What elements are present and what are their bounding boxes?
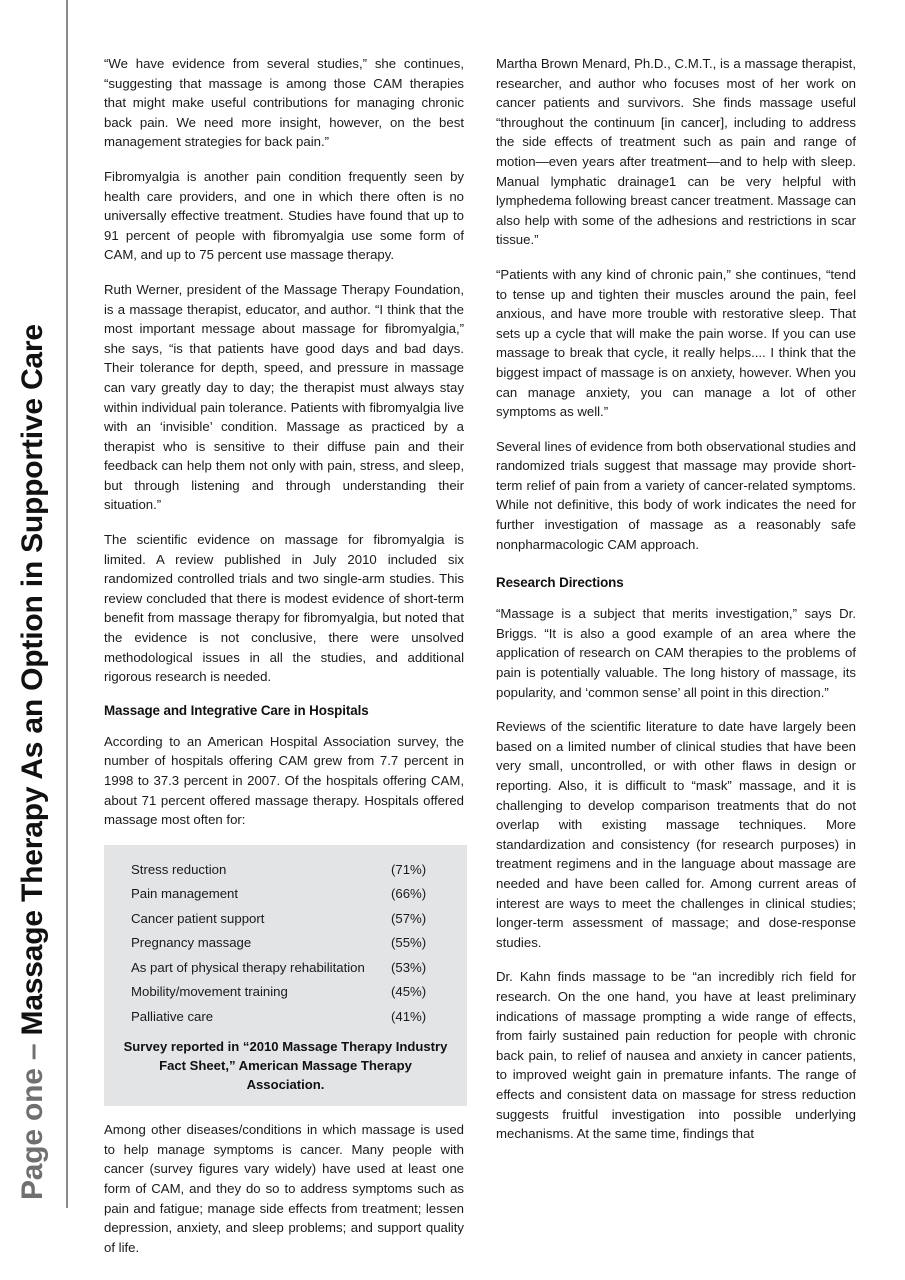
paragraph: Martha Brown Menard, Ph.D., C.M.T., is a massage therapist, researcher, and author who focuses most of her work on cancer patients and survivors. She finds massage useful “throughout the continuum [in cancer], including to address the side effects of treatment such as pain and range of motion—even years after treatment—and to help with sleep. Manual lymphatic drainage1 can be very helpful with lymphedema following breast cancer treatment. Massage can also help with some of the adhesions and restrictions in scar tissue.” (496, 56, 856, 248)
survey-value: (55%) (391, 935, 427, 951)
paragraph: “Patients with any kind of chronic pain,” she continues, “tend to tense up and tighten their muscles around the pain, feel anxious, and have more trouble with restorative sleep. That sets up a cycle that will make the pain worse. If you can use massage to break that cycle, it really helps.... I think that the biggest impact of massage is on anxiety, however. When you can manage anxiety, you can manage a lot of other symptoms as well.” (496, 266, 856, 420)
paragraph: Among other diseases/conditions in which massage is used to help manage symptoms is cancer. Many people with cancer (survey figures vary widely) have used at least one form of CAM, and they do so to address symptoms such as pain and fatigue; manage side effects from treatment; lessen depression, anxiety, and sleep problems; and support quality of life. (104, 1122, 464, 1255)
paragraph: According to an American Hospital Association survey, the number of hospitals offering CAM grew from 7.7 percent in 1998 to 37.3 percent in 2007. Of the hospitals offering CAM, about 71 percent offered massage therapy. Hospitals offered massage most often for: (104, 733, 464, 828)
survey-value: (45%) (391, 984, 427, 1000)
table-row (118, 858, 453, 883)
paragraph: Reviews of the scientific literature to date have largely been based on a limited number of clinical studies that have been very small, uncontrolled, or with other flaws in design or reporting. Also, it is difficult to “mask” massage, and it is challenging to develop comparison treatments that do not overlap with existing massage techniques. More standardization and consistency (for research purposes) in treatment regimens and in the language about massage are needed and have been called for. Among current areas of interest are ways to meet the challenges in clinical studies; longer-term assessment of massage; and dose-response studies. (496, 719, 856, 950)
table-row (118, 907, 453, 932)
survey-results-box (104, 845, 467, 1107)
left-column (104, 54, 464, 1257)
survey-label: As part of physical therapy rehabilitation (131, 959, 365, 975)
survey-label: Pregnancy massage (131, 935, 252, 951)
paragraph: “Massage is a subject that merits investigation,” says Dr. Briggs. “It is also a good example of an area where the application of research on CAM therapies to the problems of pain is potentially valuable. The long history of massage, its popularity, and ‘common sense’ all point in this direction.” (496, 606, 856, 700)
survey-value: (41%) (391, 1008, 427, 1024)
survey-value: (53%) (391, 959, 427, 975)
table-row (118, 882, 453, 907)
right-column (496, 54, 856, 1144)
survey-table (118, 858, 453, 1030)
survey-label: Palliative care (131, 1008, 214, 1024)
paragraph: Dr. Kahn finds massage to be “an incredibly rich field for research. On the one hand, you have at least preliminary indications of massage prompting a wide range of effects, from fairly sustained pain reduction for people with chronic back pain, to relief of nausea and anxiety in cancer patients, to improved weight gain in premature infants. The range of effects and consistent data on massage for stress reduction suggests fruitful investigation into possible underlying mechanisms. At the same time, findings that (496, 969, 856, 1142)
paragraph: “We have evidence from several studies,” she continues, “suggesting that massage is among those CAM therapies that might make useful contributions for managing chronic back pain. We need more insight, however, on the best management strategies for back pain.” (104, 56, 464, 150)
table-row (118, 956, 453, 981)
survey-label: Stress reduction (131, 861, 227, 877)
article-body (104, 54, 856, 1255)
vertical-page-title (18, 324, 48, 1200)
table-row (118, 980, 453, 1005)
survey-label: Pain management (131, 886, 239, 902)
paragraph: Several lines of evidence from both observational studies and randomized trials suggest that massage may provide short-term relief of pain from a variety of cancer-related symptoms. While not definitive, this body of work indicates the need for further investigation of massage as a reasonably safe nonpharmacologic CAM approach. (496, 438, 856, 552)
survey-value: (66%) (391, 886, 427, 902)
survey-source-caption: Survey reported in “2010 Massage Therapy Industry Fact Sheet,” American Massage Therapy Association. (123, 1039, 448, 1093)
survey-value: (71%) (391, 861, 427, 877)
vertical-title-container (0, 0, 66, 1208)
section-heading-research-directions: Research Directions (496, 575, 624, 591)
survey-label: Mobility/movement training (131, 984, 288, 1000)
page-sidebar (0, 0, 72, 1280)
vertical-title-text: Massage Therapy As an Option in Supportive Care (16, 324, 49, 1036)
paragraph: Fibromyalgia is another pain condition frequently seen by health care providers, and one in which there often is no universally effective treatment. Studies have found that up to 91 percent of people with fibromyalgia use some form of CAM, and up to 75 percent use massage therapy. (104, 168, 464, 263)
survey-label: Cancer patient support (131, 910, 265, 926)
paragraph: Ruth Werner, president of the Massage Therapy Foundation, is a massage therapist, educator, and author. “I think that the most important message about massage for fibromyalgia,” she says, “is that patients have good days and bad days. Their tolerance for depth, speed, and pressure in massage can vary greatly day to day; the therapist must always stay within individual pain tolerance. Patients with fibromyalgia live with an ‘invisible’ condition. Massage as practiced by a therapist who is sensitive to their diffuse pain and their feedback can help them not only with pain, stress, and sleep, but through listening and through understanding their situation.” (104, 281, 464, 513)
survey-value: (57%) (391, 910, 427, 926)
table-row (118, 931, 453, 956)
table-row (118, 1005, 453, 1030)
paragraph: The scientific evidence on massage for fibromyalgia is limited. A review published in July 2010 included six randomized controlled trials and two single-arm studies. This review concluded that there is modest evidence of short-term benefit from massage therapy for fibromyalgia, but noted that the evidence is not conclusive, there were unsolved methodological issues in all the studies, and additional rigorous research is needed. (104, 532, 464, 685)
vertical-title-prefix: Page one – (16, 1035, 49, 1200)
section-heading-hospitals: Massage and Integrative Care in Hospitals (104, 702, 369, 718)
sidebar-vertical-rule (66, 0, 68, 1208)
